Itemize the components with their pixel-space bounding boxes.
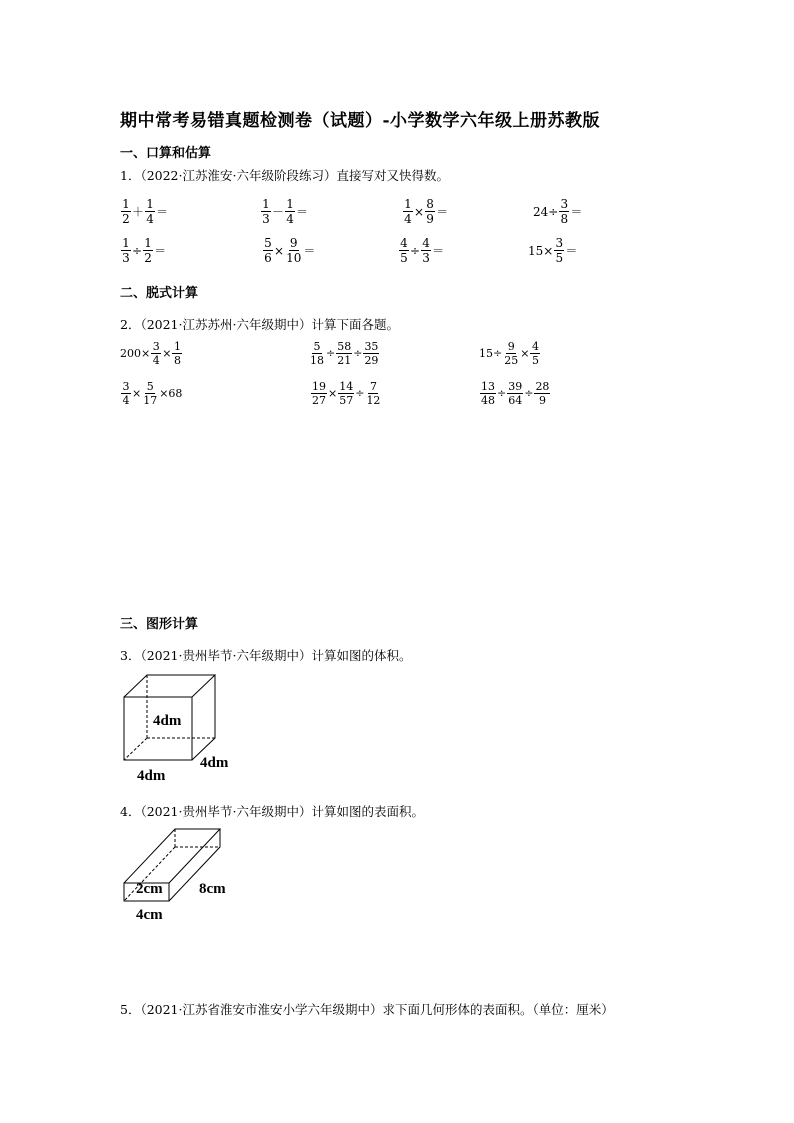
operator: ×: [328, 387, 338, 400]
fraction: $\frac{1}{8}$: [173, 340, 181, 367]
lead-term: 15÷: [479, 347, 503, 360]
fraction: $\frac{9}{10}$: [286, 236, 302, 265]
equals-sign: ＝: [156, 204, 169, 219]
equals-sign: ＝: [296, 204, 309, 219]
equals-sign: ＝: [154, 243, 167, 258]
equals-sign: ＝: [565, 243, 578, 258]
cube-depth-label: 4dm: [200, 755, 229, 771]
operator: ÷: [326, 347, 336, 360]
fraction: $\frac{1}{4}$: [404, 197, 412, 226]
section-heading-2: 二、脱式计算: [120, 286, 199, 301]
prism-length-label: 8cm: [199, 881, 226, 897]
question-1-text: 1．（2022·江苏淮安·六年级阶段练习）直接写对又快得数。: [120, 168, 449, 183]
question-5-text: 5．（2021·江苏省淮安市淮安小学六年级期中）求下面几何形体的表面积。（单位：厘米）: [120, 1002, 614, 1017]
operator: ×: [162, 347, 172, 360]
fraction: $\frac{4}{5}$: [531, 340, 539, 367]
prism-height-label: 2cm: [136, 881, 163, 897]
operator: ×: [132, 387, 142, 400]
operator: ×: [414, 204, 425, 219]
fraction: $\frac{3}{4}$: [122, 380, 130, 407]
equals-sign: ＝: [303, 243, 316, 258]
question-2-text: 2．（2021·江苏苏州·六年级期中）计算下面各题。: [120, 317, 399, 332]
operator: ÷: [497, 387, 507, 400]
cube-width-label: 4dm: [137, 768, 166, 784]
prism-width-label: 4cm: [136, 907, 163, 923]
fraction: $\frac{3}{8}$: [560, 197, 569, 226]
operator: ×: [274, 243, 285, 258]
fraction: $\frac{19}{27}$: [312, 380, 326, 407]
fraction: $\frac{3}{4}$: [152, 340, 160, 367]
fraction: $\frac{1}{2}$: [144, 236, 152, 265]
page-title: 期中常考易错真题检测卷（试题）-小学数学六年级上册苏教版: [120, 111, 601, 131]
operator: ÷: [524, 387, 534, 400]
operator: ÷: [132, 243, 143, 258]
fraction: $\frac{28}{9}$: [535, 380, 550, 407]
section-heading-1: 一、口算和估算: [120, 146, 212, 161]
fraction: $\frac{35}{29}$: [364, 340, 379, 367]
equals-sign: ＝: [436, 204, 449, 219]
fraction: $\frac{1}{4}$: [286, 197, 294, 226]
section-heading-3: 三、图形计算: [120, 617, 199, 632]
operator: ×: [520, 347, 530, 360]
lead-term: 15×: [528, 243, 554, 258]
fraction: $\frac{1}{2}$: [122, 197, 130, 226]
tail-term: ×68: [159, 387, 183, 400]
fraction: $\frac{5}{18}$: [310, 340, 324, 367]
lead-term: 24÷: [533, 204, 559, 219]
question-4-text: 4．（2021·贵州毕节·六年级期中）计算如图的表面积。: [120, 804, 424, 819]
operator: ÷: [410, 243, 421, 258]
operator: ÷: [353, 347, 363, 360]
fraction: $\frac{4}{3}$: [422, 236, 430, 265]
fraction: $\frac{3}{5}$: [555, 236, 564, 265]
operator: －: [272, 204, 285, 219]
fraction: $\frac{58}{21}$: [337, 340, 352, 367]
lead-term: 200×: [120, 347, 151, 360]
operator: ÷: [355, 387, 365, 400]
operator: ＋: [132, 204, 145, 219]
fraction: $\frac{14}{57}$: [339, 380, 354, 407]
fraction: $\frac{9}{25}$: [504, 340, 519, 367]
equals-sign: ＝: [570, 204, 583, 219]
fraction: $\frac{5}{6}$: [264, 236, 272, 265]
fraction: $\frac{5}{17}$: [143, 380, 158, 407]
fraction: $\frac{1}{3}$: [122, 236, 130, 265]
question-3-text: 3．（2021·贵州毕节·六年级期中）计算如图的体积。: [120, 648, 412, 663]
fraction: $\frac{1}{3}$: [262, 197, 270, 226]
equals-sign: ＝: [432, 243, 445, 258]
fraction: $\frac{39}{64}$: [508, 380, 523, 407]
fraction: $\frac{4}{5}$: [400, 236, 408, 265]
fraction: $\frac{13}{48}$: [481, 380, 495, 407]
fraction: $\frac{7}{12}$: [366, 380, 381, 407]
fraction: $\frac{8}{9}$: [426, 197, 434, 226]
prism-top-edges: [124, 829, 220, 883]
fraction: $\frac{1}{4}$: [146, 197, 154, 226]
cube-height-label: 4dm: [153, 713, 182, 729]
